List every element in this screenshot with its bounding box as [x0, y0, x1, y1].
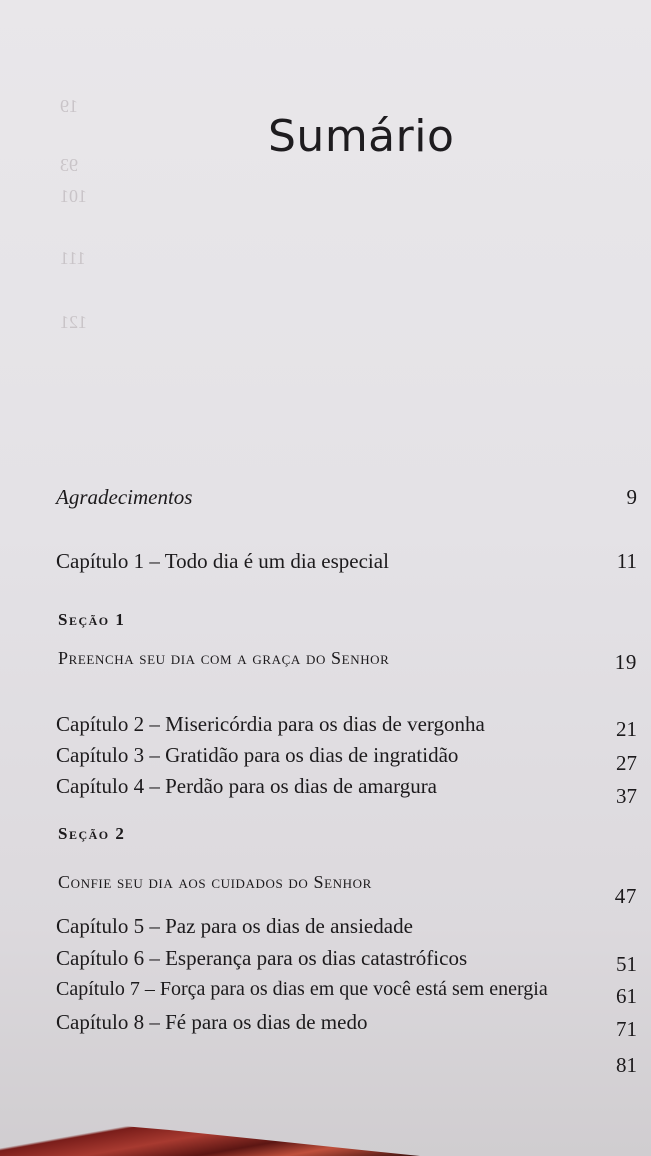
bleed-through-text: 111: [60, 248, 86, 268]
toc-page-number: 47: [614, 884, 637, 908]
section-1-heading: Seção 1: [58, 610, 126, 629]
toc-entry-label: Capítulo 6 – Esperança para os dias catastróficos: [56, 946, 468, 970]
bleed-through-text: 121: [60, 312, 87, 332]
toc-entry-label: Agradecimentos: [56, 485, 193, 509]
section-2-heading: Seção 2: [58, 824, 126, 843]
toc-entry-label: Capítulo 3 – Gratidão para os dias de ingratidão: [56, 743, 459, 767]
toc-entry-label: Capítulo 8 – Fé para os dias de medo: [56, 1010, 368, 1034]
toc-page-number: 37: [616, 784, 637, 808]
bleed-through-text: 19: [60, 96, 78, 116]
page-title: Sumário: [268, 111, 455, 163]
toc-page-number: 11: [616, 549, 637, 573]
toc-page-number: 81: [616, 1053, 637, 1077]
book-cover-edge: [0, 1098, 420, 1156]
section-title-label: Confie seu dia aos cuidados do Senhor: [58, 872, 372, 892]
toc-page-number: 19: [614, 650, 637, 674]
toc-entry-label: Capítulo 1 – Todo dia é um dia especial: [56, 549, 389, 573]
toc-entry-label: Capítulo 7 – Força para os dias em que você está sem energia: [56, 978, 548, 1000]
toc-entry-label: Capítulo 5 – Paz para os dias de ansiedade: [56, 914, 413, 938]
toc-page-number: 61: [616, 984, 637, 1008]
section-title-label: Preencha seu dia com a graça do Senhor: [58, 648, 390, 668]
toc-page-number: 21: [616, 717, 637, 741]
toc-entry-label: Capítulo 4 – Perdão para os dias de amargura: [56, 774, 438, 798]
toc-entry-label: Capítulo 2 – Misericórdia para os dias de vergonha: [56, 712, 485, 736]
bleed-through-text: 93: [60, 155, 78, 175]
toc-page-number: 51: [616, 952, 637, 976]
toc-page-number: 9: [626, 485, 637, 509]
bleed-through-text: 101: [60, 186, 87, 206]
toc-page-number: 71: [616, 1017, 637, 1041]
toc-page-number: 27: [616, 751, 637, 775]
